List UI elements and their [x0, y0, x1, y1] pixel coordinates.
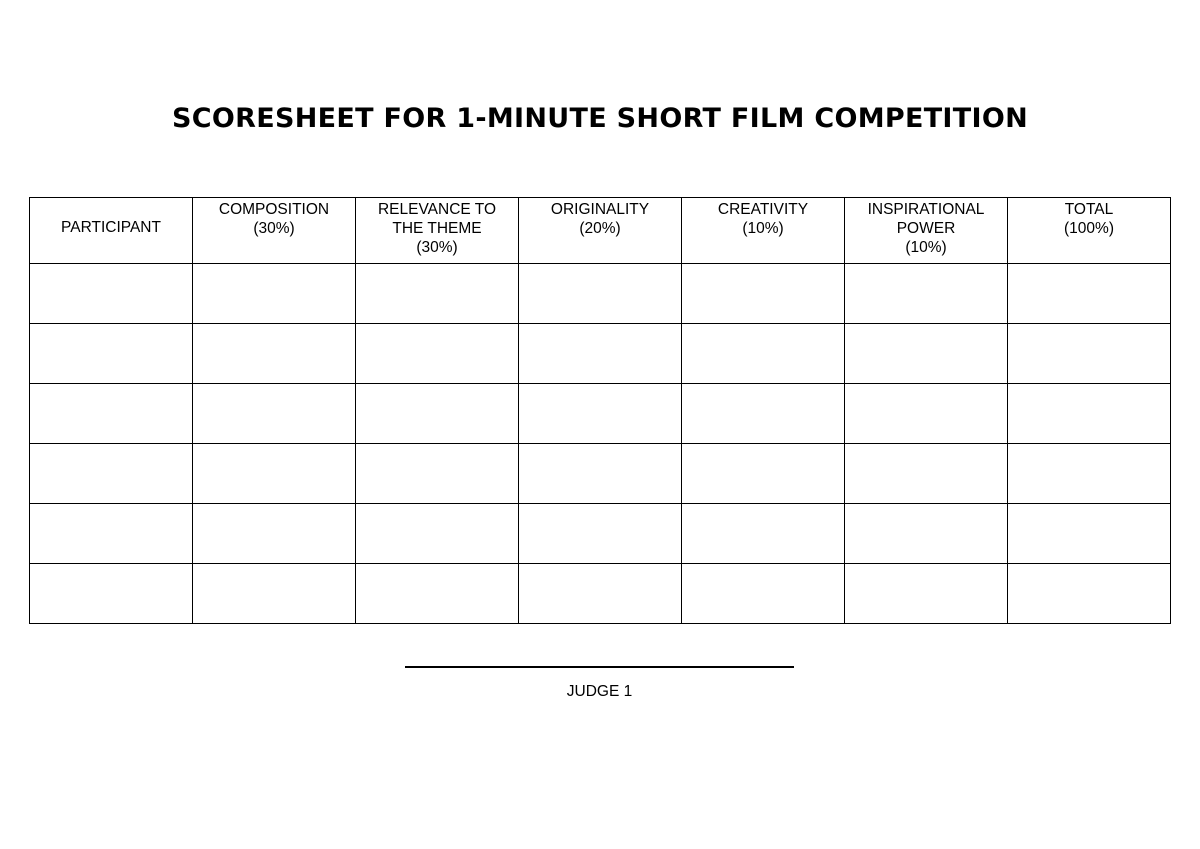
creativity-score-cell[interactable]: [682, 564, 845, 624]
creativity-score-cell[interactable]: [682, 384, 845, 444]
originality-score-cell[interactable]: [519, 504, 682, 564]
creativity-score-cell[interactable]: [682, 264, 845, 324]
header-creativity: [682, 198, 845, 264]
composition-score-cell[interactable]: [193, 264, 356, 324]
originality-score-cell[interactable]: [519, 564, 682, 624]
judge-label: JUDGE 1: [566, 683, 633, 700]
header-label: PARTICIPANT: [61, 219, 161, 236]
creativity-score-cell[interactable]: [682, 324, 845, 384]
inspirational-power-score-cell[interactable]: [845, 504, 1008, 564]
header-composition: [193, 198, 356, 264]
total-score-cell[interactable]: [1008, 324, 1171, 384]
table-row: [30, 384, 1171, 444]
relevance-score-cell[interactable]: [356, 324, 519, 384]
header-label: RELEVANCE TO: [377, 201, 496, 218]
page-title: SCORESHEET FOR 1-MINUTE SHORT FILM COMPETITION: [172, 103, 1028, 134]
header-total: [1008, 198, 1171, 264]
header-label: INSPIRATIONAL: [867, 201, 985, 218]
relevance-score-cell[interactable]: [356, 264, 519, 324]
header-label: CREATIVITY: [717, 201, 809, 218]
relevance-score-cell[interactable]: [356, 564, 519, 624]
inspirational-power-score-cell[interactable]: [845, 324, 1008, 384]
table-row: [30, 564, 1171, 624]
creativity-score-cell[interactable]: [682, 444, 845, 504]
total-score-cell[interactable]: [1008, 384, 1171, 444]
total-score-cell[interactable]: [1008, 564, 1171, 624]
inspirational-power-score-cell[interactable]: [845, 384, 1008, 444]
relevance-score-cell[interactable]: [356, 384, 519, 444]
table-row: [30, 264, 1171, 324]
relevance-score-cell[interactable]: [356, 504, 519, 564]
participant-cell[interactable]: [30, 324, 193, 384]
total-score-cell[interactable]: [1008, 264, 1171, 324]
inspirational-power-score-cell[interactable]: [845, 444, 1008, 504]
total-score-cell[interactable]: [1008, 504, 1171, 564]
header-label: COMPOSITION: [218, 201, 330, 218]
inspirational-power-score-cell[interactable]: [845, 264, 1008, 324]
header-relevance: [356, 198, 519, 264]
table-row: [30, 504, 1171, 564]
participant-cell[interactable]: [30, 504, 193, 564]
participant-cell[interactable]: [30, 384, 193, 444]
header-participant: [30, 198, 193, 264]
creativity-score-cell[interactable]: [682, 504, 845, 564]
composition-score-cell[interactable]: [193, 444, 356, 504]
header-label: THE THEME: [392, 220, 482, 237]
table-row: [30, 444, 1171, 504]
header-weight: (10%): [905, 239, 947, 256]
header-label: TOTAL: [1064, 201, 1114, 218]
participant-cell[interactable]: [30, 564, 193, 624]
composition-score-cell[interactable]: [193, 504, 356, 564]
originality-score-cell[interactable]: [519, 324, 682, 384]
composition-score-cell[interactable]: [193, 384, 356, 444]
header-label: ORIGINALITY: [550, 201, 650, 218]
relevance-score-cell[interactable]: [356, 444, 519, 504]
inspirational-power-score-cell[interactable]: [845, 564, 1008, 624]
header-originality: [519, 198, 682, 264]
originality-score-cell[interactable]: [519, 264, 682, 324]
header-inspirational-power: [845, 198, 1008, 264]
score-table: [29, 197, 1171, 624]
originality-score-cell[interactable]: [519, 444, 682, 504]
participant-cell[interactable]: [30, 444, 193, 504]
participant-cell[interactable]: [30, 264, 193, 324]
header-weight: (20%): [579, 220, 621, 237]
total-score-cell[interactable]: [1008, 444, 1171, 504]
table-header-row: [30, 198, 1171, 264]
composition-score-cell[interactable]: [193, 564, 356, 624]
header-weight: (10%): [742, 220, 784, 237]
table-row: [30, 324, 1171, 384]
header-weight: (30%): [416, 239, 458, 256]
header-label: POWER: [896, 220, 956, 237]
header-weight: (100%): [1064, 220, 1114, 237]
header-weight: (30%): [253, 220, 295, 237]
signature-line: [405, 666, 794, 668]
composition-score-cell[interactable]: [193, 324, 356, 384]
originality-score-cell[interactable]: [519, 384, 682, 444]
